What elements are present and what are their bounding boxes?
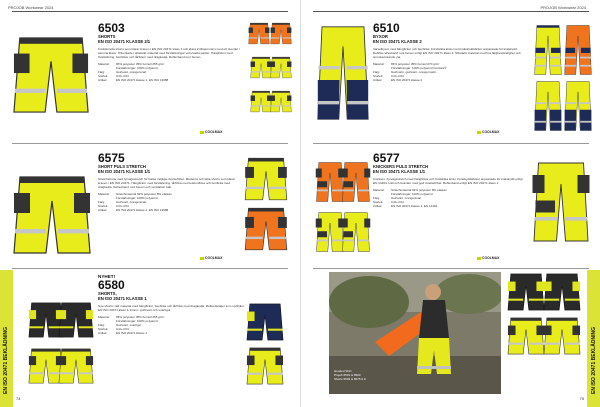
header-title-right: PROJOB Workwear 2024 — [540, 5, 586, 10]
page-number-left: 74 — [16, 396, 21, 401]
product-image-6577-orange-back — [341, 160, 371, 204]
product-image-shorts-yellow — [250, 56, 272, 79]
product-code: 6510 — [373, 21, 400, 35]
product-image-6503-main — [12, 34, 90, 116]
spec-row — [373, 205, 523, 209]
product-description: Varselbyxor med hängfickor och benficka. Förstärkta knän med knäskyddsfickor anpassade för knäskydd. Dubbla reflexband runt benen enligt EN ISO 20471 klass 2. Slitstarkt material med bra färgbeständighet och smutsavvisande yta. — [373, 47, 521, 59]
product-code: 6577 — [373, 151, 400, 165]
spec-row — [98, 79, 250, 83]
product-image-shorts-yellow — [270, 90, 292, 113]
header-rule — [12, 11, 288, 12]
spec-key: Storlek: — [373, 73, 384, 78]
caption-line: Shorts 6503 & 6575 0.9 — [334, 376, 366, 381]
product-image-6580-yellow-back — [58, 346, 94, 386]
spec-value: EN ISO 20471 klasse 2 — [391, 77, 423, 82]
page-number-right: 75 — [579, 396, 584, 401]
product-image-6575-main — [12, 170, 92, 260]
spec-row — [98, 209, 240, 213]
spec-key: Färg: — [373, 195, 381, 200]
product-title: SHORTS — [98, 34, 116, 39]
lifestyle-photo — [329, 272, 501, 394]
product-title: SHORT PULS STRETCH — [98, 164, 146, 169]
product-image-shorts-yellow — [507, 316, 545, 356]
product-image-6510-yellow — [533, 24, 563, 76]
spec-value: EN ISO 20471 klasse 1 — [116, 330, 148, 335]
photo-caption — [334, 370, 366, 381]
brand-mark: COOLMAX — [482, 130, 500, 134]
product-description: Stretchshorts med fyrvägsstretch för bästa möjliga rörelsefrihet. Moderna och lätta shorts som klarar kraven i EN ISO 20471. Hängfickor med förstärkning, lårficka med telefonficka och benficka med dragkedja. Reflexband runt benen och ventilation bak. — [98, 177, 236, 189]
spec-value: Stretchmaterial 92% polyester 8% elastan Förstärkningar: 100% polyamid — [116, 192, 172, 200]
product-6575 — [98, 152, 240, 213]
spec-key: Storlek: — [98, 203, 109, 208]
product-image-6510-yellow-navy — [563, 80, 593, 132]
caption-line: Hooded Shirt — [334, 369, 352, 373]
brand-mark: COOLMAX — [205, 130, 223, 134]
caption-line: Projob 6501 & 6503 — [334, 372, 361, 377]
spec-value: EN ISO 20471 klasse 1, EN ISO 13688 — [116, 77, 169, 82]
spec-list — [373, 63, 523, 83]
spec-value: C44–C64 — [116, 203, 129, 208]
product-title: KNICKERS PULS STRETCH — [373, 164, 429, 169]
brand-logo — [200, 256, 222, 260]
product-title: SHORTS, — [98, 291, 117, 296]
spec-value: Gul/svart, orange/svart — [116, 199, 147, 204]
section-divider — [12, 268, 288, 269]
spec-value: Gul/svart, orange/svart — [116, 69, 147, 74]
header-rule — [313, 11, 589, 12]
product-image-shorts-orange — [244, 206, 288, 252]
product-description: Nya shorts i lätt material med hängfickor, benficka och lårficka med dragkedja. Reflexdetaljer som uppfyller EN ISO 20471 klass 1. Finns i gul/svart och svart/gul. — [98, 304, 244, 312]
spec-value: 65% polyester 35% bomull 270 g/m² Förstärkningar: 100% polyamid Cordura® — [391, 62, 447, 70]
product-description: Knickers i fyrvägsstretch med hängfickor och förstärkta knän. Knäskyddsfickor anpassade för knäskydd enligt EN 14404. Lätt och bekväm med god rörelsefrihet. Reflexband enligt EN ISO 20471 klass 1. — [373, 177, 523, 185]
section-divider — [313, 143, 589, 144]
spec-list — [98, 316, 248, 336]
brand-mark: COOLMAX — [205, 256, 223, 260]
spec-key: Färg: — [98, 69, 106, 74]
spec-value: 65% polyester 35% bomull 255 g/m² Förstärkningar: 100% polyamid — [116, 62, 165, 70]
product-image-6510-yellow — [315, 24, 371, 122]
brand-swatch — [200, 131, 204, 134]
spec-value: EN ISO 20471 klasse 1, EN ISO 13688 — [116, 207, 169, 212]
spec-key: Färg: — [98, 199, 106, 204]
brand-logo — [200, 130, 222, 134]
spec-key: Artikel: — [98, 207, 108, 212]
spec-key: Storlek: — [98, 73, 109, 78]
brand-logo — [477, 130, 499, 134]
side-tab-label: EN ISO 20471 BEKLÄDNING — [3, 327, 9, 394]
product-description: Funktionella shorts som klarar kraven i EN ISO 20471 klass 1 och klass 2 tillsammans med ett överdel i samma klass. Tillverkade i slitstarkt material med förstärkningar vid utsatta partier. Hängfickor med förstärkning, benfickor och lårfickor med dragkedja. Reflexband runt benen. — [98, 47, 240, 59]
side-tab-label-right: EN ISO 20471 BEKLÄDNING — [591, 327, 597, 394]
spec-key: Material: — [98, 62, 110, 66]
brand-logo — [477, 256, 499, 260]
product-standard: EN ISO 20471 KLASSE 2 — [373, 39, 422, 44]
spec-value: Gul/marin, gul/svart, orange/marin — [391, 69, 437, 74]
spec-key: Färg: — [373, 69, 381, 74]
product-image-6580-yellow-small — [246, 346, 284, 386]
spec-key: Material: — [98, 192, 110, 196]
brand-swatch — [200, 257, 204, 260]
product-title: BYXOR — [373, 34, 388, 39]
spec-key: Storlek: — [373, 199, 384, 204]
product-image-shorts-yellow — [244, 156, 288, 202]
brand-mark: COOLMAX — [482, 256, 500, 260]
spec-list — [98, 63, 250, 83]
product-image-6510-yellow-navy — [533, 80, 563, 132]
product-image-shorts-yellow — [250, 90, 272, 113]
spec-value: Gul/svart, orange/svart — [391, 195, 422, 200]
product-6577 — [373, 152, 523, 209]
spec-row — [373, 79, 523, 83]
spec-key: Material: — [98, 315, 110, 319]
section-divider — [313, 268, 589, 269]
product-image-6510-orange — [563, 24, 593, 76]
product-image-6577-main — [531, 152, 591, 252]
product-code: 6580 — [98, 278, 125, 292]
product-standard: EN ISO 20471 KLASSE 1/1 — [373, 169, 426, 174]
spec-key: Material: — [373, 62, 385, 66]
header-title-left: PROJOB Workwear 2024 — [8, 5, 54, 10]
product-6510 — [373, 22, 523, 83]
spec-value: Gul/svart, svart/gul — [116, 322, 142, 327]
spec-value: 65% polyester 35% bomull 255 g/m² Förstärkningar: 100% polyamid — [116, 315, 165, 323]
right-page — [300, 0, 600, 407]
spec-value: C44–C64 — [116, 326, 129, 331]
brand-swatch — [477, 131, 481, 134]
spec-list — [98, 193, 240, 213]
spec-value: EN ISO 20471 klasse 1, EN 14404 — [391, 203, 438, 208]
product-standard: EN ISO 20471 KLASSE 2/1 — [98, 39, 151, 44]
product-code: 6503 — [98, 21, 125, 35]
product-image-shorts-yellow — [270, 56, 292, 79]
spec-key: Artikel: — [373, 77, 383, 82]
spec-key: Storlek: — [98, 326, 109, 331]
product-image-shorts-yellow — [543, 316, 581, 356]
product-image-6580-navy — [246, 302, 284, 342]
spec-key: Artikel: — [373, 203, 383, 208]
spec-value: Stretchmaterial 92% polyester 8% elastan Förstärkningar: 100% polyamid — [391, 188, 447, 196]
spec-key: Färg: — [98, 322, 106, 327]
product-image-shorts-black — [543, 272, 581, 312]
product-image-shorts-orange — [270, 22, 292, 45]
product-6503 — [98, 22, 250, 83]
spec-row — [98, 332, 248, 336]
product-6580 — [98, 274, 248, 336]
spec-value: C44–C64 — [116, 73, 129, 78]
product-image-shorts-black — [507, 272, 545, 312]
product-standard: EN ISO 20471 KLASSE 1 — [98, 296, 147, 301]
product-image-6580-black-back — [58, 300, 94, 340]
product-image-6577-yellow-back — [341, 210, 371, 254]
new-badge: NYHET! — [98, 274, 116, 279]
spec-list — [373, 189, 523, 209]
spec-value: C44–C64 — [391, 199, 404, 204]
brand-swatch — [477, 257, 481, 260]
spec-key: Artikel: — [98, 77, 108, 82]
product-standard: EN ISO 20471 KLASSE 1/1 — [98, 169, 151, 174]
product-image-shorts-orange — [248, 22, 270, 45]
spec-value: C44–C64 — [391, 73, 404, 78]
spec-key: Artikel: — [98, 330, 108, 335]
spec-key: Material: — [373, 188, 385, 192]
section-divider — [12, 143, 288, 144]
product-code: 6575 — [98, 151, 125, 165]
